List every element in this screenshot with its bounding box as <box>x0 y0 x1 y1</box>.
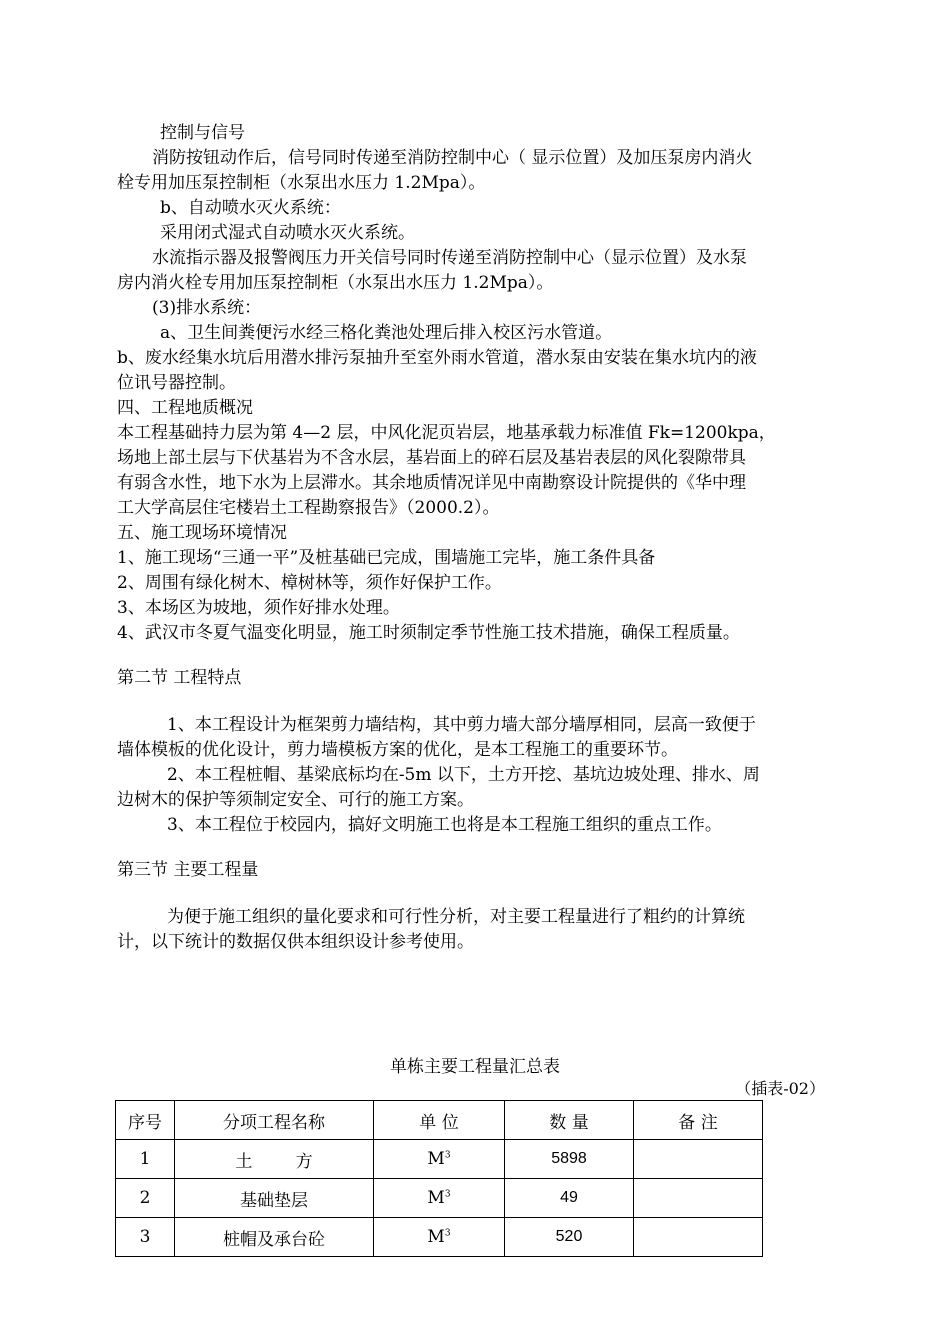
header-cell: 分项工程名称 <box>175 1101 374 1140</box>
cell-qty: 49 <box>505 1179 634 1218</box>
paragraph-line: a、卫生间粪便污水经三格化粪池处理后排入校区污水管道。 <box>160 323 613 343</box>
table-tag: （插表-02） <box>735 1079 825 1098</box>
cell-no: 3 <box>116 1218 175 1257</box>
section-heading: 五、施工现场环境情况 <box>117 523 287 543</box>
paragraph-line: 位讯号器控制。 <box>117 373 236 393</box>
header-cell: 备 注 <box>634 1101 763 1140</box>
paragraph-line: b、自动喷水灭火系统： <box>160 198 341 218</box>
header-cell: 序号 <box>116 1101 175 1140</box>
list-item: 3、本场区为坡地，须作好排水处理。 <box>117 598 400 618</box>
paragraph-line: 本工程基础持力层为第 4—2 层，中风化泥页岩层，地基承载力标准值 Fk=1200kpa， <box>117 423 776 443</box>
paragraph-line: 3、本工程位于校园内，搞好文明施工也将是本工程施工组织的重点工作。 <box>167 815 722 835</box>
header-cell: 单 位 <box>374 1101 505 1140</box>
table-row <box>116 1140 763 1179</box>
list-item: 4、武汉市冬夏气温变化明显，施工时须制定季节性施工技术措施，确保工程质量。 <box>117 623 740 643</box>
paragraph-line: 消防按钮动作后，信号同时传递至消防控制中心（ 显示位置）及加压泵房内消火 <box>152 148 753 168</box>
paragraph-line: b、废水经集水坑后用潜水排污泵抽升至室外雨水管道，潜水泵由安装在集水坑内的液 <box>117 348 757 368</box>
cell-name: 土 方 <box>175 1140 374 1179</box>
cell-note <box>634 1179 763 1218</box>
table-row <box>116 1218 763 1257</box>
paragraph-line: 栓专用加压泵控制柜（水泵出水压力 1.2Mpa）。 <box>117 173 486 193</box>
list-item: 1、施工现场“三通一平”及桩基础已完成，围墙施工完毕，施工条件具备 <box>117 548 656 568</box>
paragraph-line: 1、本工程设计为框架剪力墙结构，其中剪力墙大部分墙厚相同，层高一致便于 <box>167 715 756 735</box>
cell-unit: $M^3$ <box>374 1218 505 1257</box>
cell-name: 桩帽及承台砼 <box>175 1218 374 1257</box>
paragraph-line: (3)排水系统： <box>152 298 262 318</box>
cell-qty: 5898 <box>505 1140 634 1179</box>
cell-no: 2 <box>116 1179 175 1218</box>
cell-unit: $M^3$ <box>374 1140 505 1179</box>
cell-qty: 520 <box>505 1218 634 1257</box>
list-item: 2、周围有绿化树木、樟树林等，须作好保护工作。 <box>117 573 502 593</box>
paragraph-line: 控制与信号 <box>160 123 245 143</box>
cell-note <box>634 1140 763 1179</box>
table-title: 单栋主要工程量汇总表 <box>390 1057 560 1077</box>
paragraph-line: 工大学高层住宅楼岩土工程勘察报告》（2000.2）。 <box>117 498 500 518</box>
paragraph-line: 墙体模板的优化设计，剪力墙模板方案的优化，是本工程施工的重要环节。 <box>117 740 678 760</box>
cell-unit: $M^3$ <box>374 1179 505 1218</box>
paragraph-line: 水流指示器及报警阀压力开关信号同时传递至消防控制中心（显示位置）及水泵 <box>152 248 747 268</box>
table-header-row <box>116 1101 763 1140</box>
cell-note <box>634 1218 763 1257</box>
cell-no: 1 <box>116 1140 175 1179</box>
paragraph-line: 为便于施工组织的量化要求和可行性分析，对主要工程量进行了粗约的计算统 <box>167 907 745 927</box>
quantity-table <box>115 1100 763 1257</box>
section-title: 第二节 工程特点 <box>117 668 242 688</box>
paragraph-line: 计，以下统计的数据仅供本组织设计参考使用。 <box>117 932 474 952</box>
table-row <box>116 1179 763 1218</box>
cell-name: 基础垫层 <box>175 1179 374 1218</box>
paragraph-line: 边树木的保护等须制定安全、可行的施工方案。 <box>117 790 474 810</box>
paragraph-line: 房内消火栓专用加压泵控制柜（水泵出水压力 1.2Mpa）。 <box>117 273 554 293</box>
paragraph-line: 采用闭式湿式自动喷水灭火系统。 <box>160 223 415 243</box>
section-heading: 四、工程地质概况 <box>117 398 253 418</box>
paragraph-line: 有弱含水性，地下水为上层滞水。其余地质情况详见中南勘察设计院提供的《华中理 <box>117 473 746 493</box>
paragraph-line: 场地上部土层与下伏基岩为不含水层，基岩面上的碎石层及基岩表层的风化裂隙带具 <box>117 448 746 468</box>
section-title: 第三节 主要工程量 <box>117 860 259 880</box>
paragraph-line: 2、本工程桩帽、基梁底标均在-5m 以下，土方开挖、基坑边坡处理、排水、周 <box>167 765 760 785</box>
header-cell: 数 量 <box>505 1101 634 1140</box>
